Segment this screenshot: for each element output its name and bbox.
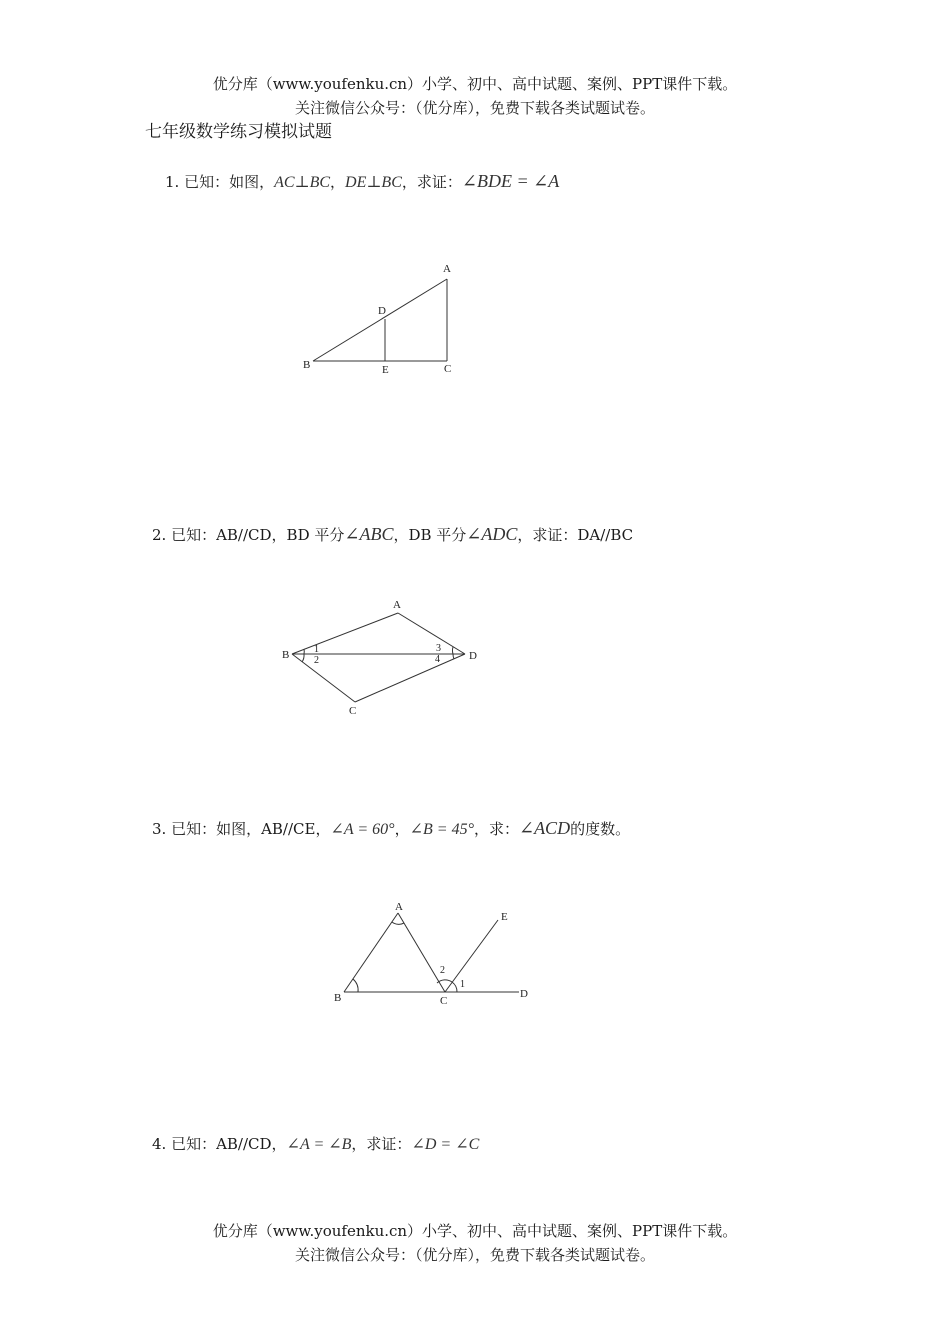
figure-2-label-2: 2: [314, 655, 319, 666]
figure-2-label-1: 1: [314, 644, 319, 655]
question-3-prefix: 3. 已知：如图，AB//CE，: [152, 820, 331, 838]
figure-3-arc-a: [392, 922, 404, 924]
figure-3-label-1: 1: [460, 979, 465, 990]
figure-3-arc-b: [353, 979, 358, 992]
figure-1-label-b: B: [303, 359, 311, 371]
figure-2-segment-ad: [398, 613, 465, 654]
question-2-suffix: ，求证：DA//BC: [517, 526, 634, 544]
page-title: 七年级数学练习模拟试题: [145, 122, 332, 142]
figure-1-label-d: D: [378, 305, 386, 317]
figure-2-label-3: 3: [436, 643, 441, 654]
question-1-sep: ，: [330, 173, 346, 191]
question-2-mid: ，DB 平分: [393, 526, 467, 544]
question-3-sep: ，: [394, 820, 410, 838]
question-3-math-3: ∠ACD: [518, 818, 571, 838]
figure-3-label-d: D: [520, 988, 528, 1000]
figure-3-segment-ba: [344, 913, 398, 992]
figure-2-label-4: 4: [435, 654, 440, 665]
figure-2: [282, 599, 477, 717]
question-4-mid: ，求证：: [351, 1135, 412, 1153]
figure-1-label-e: E: [382, 364, 389, 376]
figure-3-label-2: 2: [440, 965, 445, 976]
figure-3-label-a: A: [395, 901, 403, 913]
question-4-math-2: ∠D = ∠C: [411, 1136, 480, 1153]
figure-3-segment-ac: [398, 913, 445, 992]
footer-line-1: 优分库（www.youfenku.cn）小学、初中、高中试题、案例、PPT课件下载。: [212, 1222, 738, 1240]
question-4-math-1: ∠A = ∠B: [286, 1136, 352, 1153]
question-4-prefix: 4. 已知：AB//CD，: [152, 1135, 287, 1153]
figure-1-segment-ba: [313, 279, 447, 361]
figure-2-arc-2: [302, 654, 304, 662]
figure-1-label-a: A: [443, 263, 451, 275]
question-3-math-1: ∠A = 60°: [330, 821, 395, 838]
question-3-suffix: 的度数。: [570, 820, 631, 838]
question-1-math-1: AC⊥BC: [274, 174, 331, 191]
figure-1: [303, 263, 451, 376]
figure-3: [334, 901, 528, 1007]
figure-3-label-e: E: [501, 911, 508, 923]
question-1-prefix: 1. 已知：如图，: [165, 173, 275, 191]
header-line-1: 优分库（www.youfenku.cn）小学、初中、高中试题、案例、PPT课件下载。: [212, 75, 738, 93]
question-2-prefix: 2. 已知：AB//CD，BD 平分: [152, 526, 345, 544]
question-2-math-1: ∠ABC: [344, 524, 394, 544]
question-1-mid: ，求证：: [401, 173, 462, 191]
figure-3-label-b: B: [334, 992, 342, 1004]
question-1-math-2: DE⊥BC: [345, 174, 402, 191]
figure-2-label-a: A: [393, 599, 401, 611]
figure-2-segment-cd: [355, 654, 465, 702]
figure-2-segment-ba: [292, 613, 398, 654]
header-line-2: 关注微信公众号：（优分库），免费下载各类试题试卷。: [294, 99, 655, 117]
figure-2-label-d: D: [469, 650, 477, 662]
question-1-math-3: ∠BDE = ∠A: [461, 171, 560, 191]
figure-2-arc-4: [453, 654, 454, 659]
figure-2-segment-bc: [292, 654, 355, 702]
figure-2-arc-3: [452, 647, 453, 654]
figure-3-label-c: C: [440, 995, 448, 1007]
footer-line-2: 关注微信公众号：（优分库），免费下载各类试题试卷。: [294, 1246, 655, 1264]
figure-3-segment-ce: [445, 920, 498, 992]
figure-2-label-b: B: [282, 649, 290, 661]
figure-3-arc-1: [452, 982, 457, 992]
figure-2-label-c: C: [349, 705, 357, 717]
question-3-mid: ，求：: [473, 820, 519, 838]
figure-1-label-c: C: [444, 363, 452, 375]
question-3-math-2: ∠B = 45°: [409, 821, 474, 838]
question-2-math-2: ∠ADC: [466, 524, 518, 544]
